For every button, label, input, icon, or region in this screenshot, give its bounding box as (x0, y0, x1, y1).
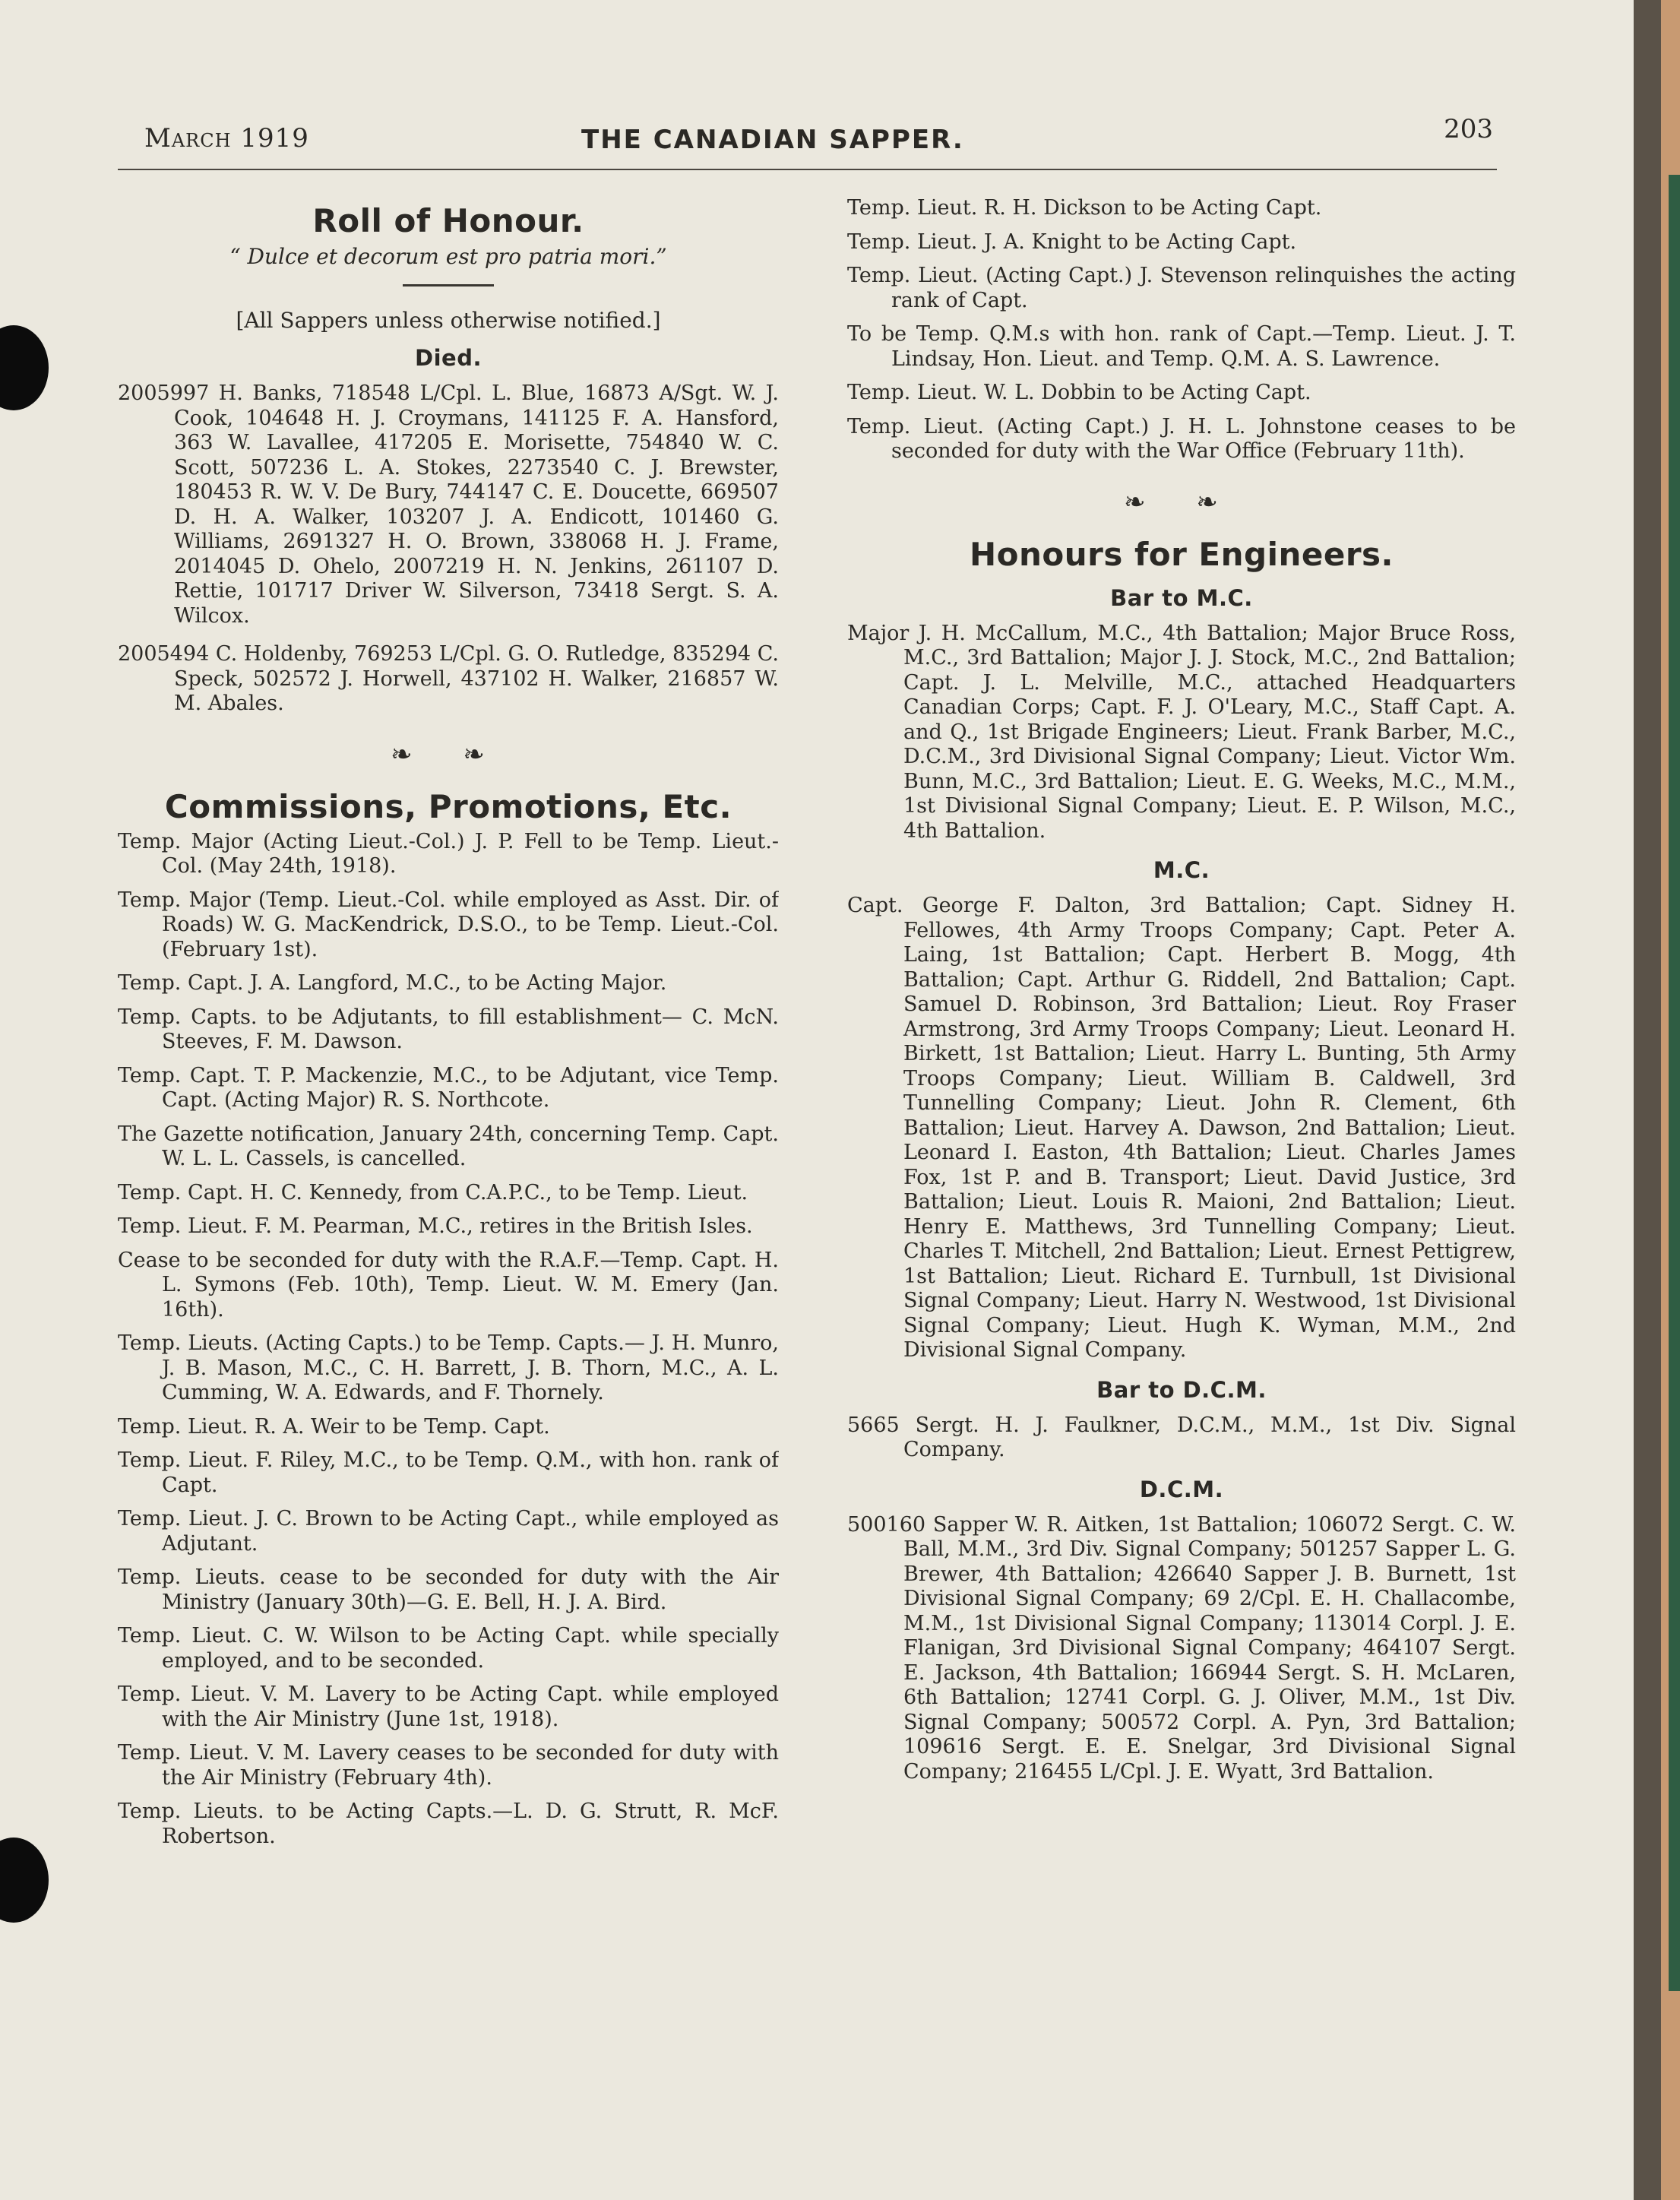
commission-item: Temp. Lieut. J. C. Brown to be Acting Capt., while employed as Adjutant. (118, 1507, 779, 1556)
commission-item: Temp. Lieut. F. M. Pearman, M.C., retires in the British Isles. (118, 1214, 753, 1238)
commission-item: Temp. Lieut. R. A. Weir to be Temp. Capt. (118, 1414, 550, 1439)
roll-of-honour-title: Roll of Honour. (312, 202, 584, 239)
short-rule (403, 284, 494, 286)
left-column (118, 196, 779, 2005)
ornament-divider: ❧ ❧ (1124, 486, 1239, 518)
died-list-2: 2005494 C. Holdenby, 769253 L/Cpl. G. O. Rutledge, 835294 C. Speck, 502572 J. Horwell, 437102 H. Walker, 216857 W. M. Abales. (118, 642, 779, 715)
roll-note: [All Sappers unless otherwise notified.] (236, 308, 661, 333)
commission-item: Temp. Capt. H. C. Kennedy, from C.A.P.C., to be Temp. Lieut. (118, 1180, 748, 1204)
header-rule (118, 169, 1497, 170)
running-header (118, 114, 1497, 173)
commission-item: Temp. Capt. T. P. Mackenzie, M.C., to be Adjutant, vice Temp. Capt. (Acting Major) R. S. Northcote. (118, 1063, 779, 1112)
roll-motto: “ Dulce et decorum est pro patria mori.” (229, 244, 667, 269)
commission-item: Temp. Lieut. V. M. Lavery to be Acting Capt. while employed with the Air Ministry (June 1st, 1918). (118, 1682, 779, 1731)
bar-dcm-heading: Bar to D.C.M. (1096, 1376, 1267, 1403)
page-edge-shadow (1634, 0, 1661, 2200)
commission-item: Temp. Lieuts. to be Acting Capts.—L. D. G. Strutt, R. McF. Robertson. (118, 1800, 779, 1848)
commission-item: Temp. Lieut. (Acting Capt.) J. Stevenson relinquishes the acting rank of Capt. (847, 264, 1516, 312)
commission-item: Temp. Major (Acting Lieut.-Col.) J. P. Fell to be Temp. Lieut.-Col. (May 24th, 1918). (118, 829, 779, 878)
commission-item: Temp. Lieut. C. W. Wilson to be Acting Capt. while specially employed, and to be seconded. (118, 1624, 779, 1673)
commission-item: Temp. Lieut. W. L. Dobbin to be Acting Capt. (847, 381, 1311, 404)
right-column (847, 196, 1516, 2005)
commission-item: The Gazette notification, January 24th, concerning Temp. Capt. W. L. L. Cassels, is cancelled. (118, 1122, 779, 1170)
honours-title: Honours for Engineers. (969, 535, 1394, 573)
commission-item: Temp. Lieut. V. M. Lavery ceases to be seconded for duty with the Air Ministry (February 4th). (118, 1741, 779, 1790)
died-list-1: 2005997 H. Banks, 718548 L/Cpl. L. Blue, 16873 A/Sgt. W. J. Cook, 104648 H. J. Croymans, 141125 F. A. Hansford, 363 W. Lavallee, 417205 E. Morisette, 754840 W. C. Scott, 507236 L. A. Stokes, 2273540 C. J. Brewster, 180453 R. W. V. De Bury, 744147 C. E. Doucette, 669507 D. H. A. Walker, 103207 J. A. Endicott, 101460 G. Williams, 2691327 H. O. Brown, 338068 H. J. Frame, 2014045 D. Ohelo, 2007219 H. N. Jenkins, 261107 D. Rettie, 101717 Driver W. Silverson, 73418 Sergt. S. A. Wilcox. (118, 381, 779, 628)
page-edge-tab (1669, 175, 1680, 1991)
commission-item: Temp. Lieuts. (Acting Capts.) to be Temp. Capts.— J. H. Munro, J. B. Mason, M.C., C. H. Barrett, J. B. Thorn, M.C., A. L. Cumming, W. A. Edwards, and F. Thornely. (118, 1331, 779, 1404)
dcm-list: 500160 Sapper W. R. Aitken, 1st Battalion; 106072 Sergt. C. W. Ball, M.M., 3rd Div. Signal Company; 501257 Sapper L. G. Brewer, 4th Battalion; 426640 Sapper J. B. Burnett, 1st Divisional Signal Company; 69 2/Cpl. E. H. Challacombe, M.M., 1st Divisional Signal Company; 113014 Corpl. J. E. Flanigan, 3rd Divisional Signal Company; 464107 Sergt. E. Jackson, 4th Battalion; 166944 Sergt. S. H. McLaren, 6th Battalion; 12741 Corpl. G. J. Oliver, M.M., 1st Div. Signal Company; 500572 Corpl. A. Pyn, 3rd Battalion; 109616 Sergt. E. E. Snelgar, 3rd Divisional Signal Company; 216455 L/Cpl. J. E. Wyatt, 3rd Battalion. (847, 1512, 1516, 1784)
died-heading: Died. (415, 345, 482, 371)
commission-item: Temp. Lieuts. cease to be seconded for duty with the Air Ministry (January 30th)—G. E. Bell, H. J. A. Bird. (118, 1565, 779, 1614)
commissions-title: Commissions, Promotions, Etc. (164, 787, 732, 825)
commission-item: Cease to be seconded for duty with the R.A.F.—Temp. Capt. H. L. Symons (Feb. 10th), Temp. Lieut. W. M. Emery (Jan. 16th). (118, 1248, 779, 1322)
bar-mc-list: Major J. H. McCallum, M.C., 4th Battalion; Major Bruce Ross, M.C., 3rd Battalion; Major J. J. Stock, M.C., 2nd Battalion; Capt. J. L. Melville, M.C., attached Headquarters Canadian Corps; Capt. F. J. O'Leary, M.C., Staff Capt. A. and Q., 1st Brigade Engineers; Lieut. Frank Barber, M.C., D.C.M., 3rd Divisional Signal Company; Lieut. Victor Wm. Bunn, M.C., 3rd Battalion; Lieut. E. G. Weeks, M.C., M.M., 1st Divisional Signal Company; Lieut. E. P. Wilson, M.C., 4th Battalion. (847, 621, 1516, 843)
bar-dcm-list: 5665 Sergt. H. J. Faulkner, D.C.M., M.M., 1st Div. Signal Company. (847, 1413, 1516, 1461)
header-page-number: 203 (1444, 114, 1493, 144)
ornament-divider: ❧ ❧ (391, 739, 506, 770)
header-publication-title: THE CANADIAN SAPPER. (581, 125, 964, 155)
bar-mc-heading: Bar to M.C. (1110, 584, 1253, 611)
commission-item: Temp. Capts. to be Adjutants, to fill establishment— C. McN. Steeves, F. M. Dawson. (118, 1005, 779, 1053)
header-date: March 1919 (144, 123, 309, 154)
commission-item: Temp. Major (Temp. Lieut.-Col. while employed as Asst. Dir. of Roads) W. G. MacKendrick, D.S.O., to be Temp. Lieut.-Col. (February 1st). (118, 888, 779, 961)
commission-item: Temp. Lieut. J. A. Knight to be Acting Capt. (847, 229, 1297, 254)
commission-item: Temp. Capt. J. A. Langford, M.C., to be Acting Major. (118, 971, 667, 995)
commission-item: Temp. Lieut. (Acting Capt.) J. H. L. Johnstone ceases to be seconded for duty with the War Office (February 11th). (847, 414, 1516, 463)
mc-heading: M.C. (1153, 857, 1210, 883)
commission-item: Temp. Lieut. R. H. Dickson to be Acting Capt. (847, 196, 1322, 220)
dcm-heading: D.C.M. (1139, 1476, 1224, 1502)
commission-item: Temp. Lieut. F. Riley, M.C., to be Temp. Q.M., with hon. rank of Capt. (118, 1448, 779, 1497)
commissions-list (118, 830, 779, 1850)
mc-list: Capt. George F. Dalton, 3rd Battalion; Capt. Sidney H. Fellowes, 4th Army Troops Company; Capt. Peter A. Laing, 1st Battalion; Capt. Herbert B. Mogg, 4th Battalion; Capt. Arthur G. Riddell, 2nd Battalion; Capt. Samuel D. Robinson, 3rd Battalion; Lieut. Roy Fraser Armstrong, 3rd Army Troops Company; Lieut. Leonard H. Birkett, 1st Battalion; Lieut. Harry L. Bunting, 5th Army Troops Company; Lieut. William B. Caldwell, 3rd Tunnelling Company; Lieut. John R. Clement, 6th Battalion; Lieut. Harvey A. Dawson, 2nd Battalion; Lieut. Leonard I. Easton, 4th Battalion; Lieut. Charles James Fox, 1st P. and B. Transport; Lieut. David Justice, 3rd Battalion; Lieut. Louis R. Maioni, 2nd Battalion; Lieut. Henry E. Matthews, 3rd Tunnelling Company; Lieut. Charles T. Mitchell, 2nd Battalion; Lieut. Ernest Pettigrew, 1st Battalion; Lieut. Richard E. Turnbull, 1st Divisional Signal Company; Lieut. Harry N. Westwood, 1st Divisional Signal Company; Lieut. Hugh K. Wyman, M.M., 2nd Divisional Signal Company. (847, 894, 1516, 1362)
commission-item: To be Temp. Q.M.s with hon. rank of Capt.—Temp. Lieut. J. T. Lindsay, Hon. Lieut. and Temp. Q.M. A. S. Lawrence. (847, 322, 1516, 371)
